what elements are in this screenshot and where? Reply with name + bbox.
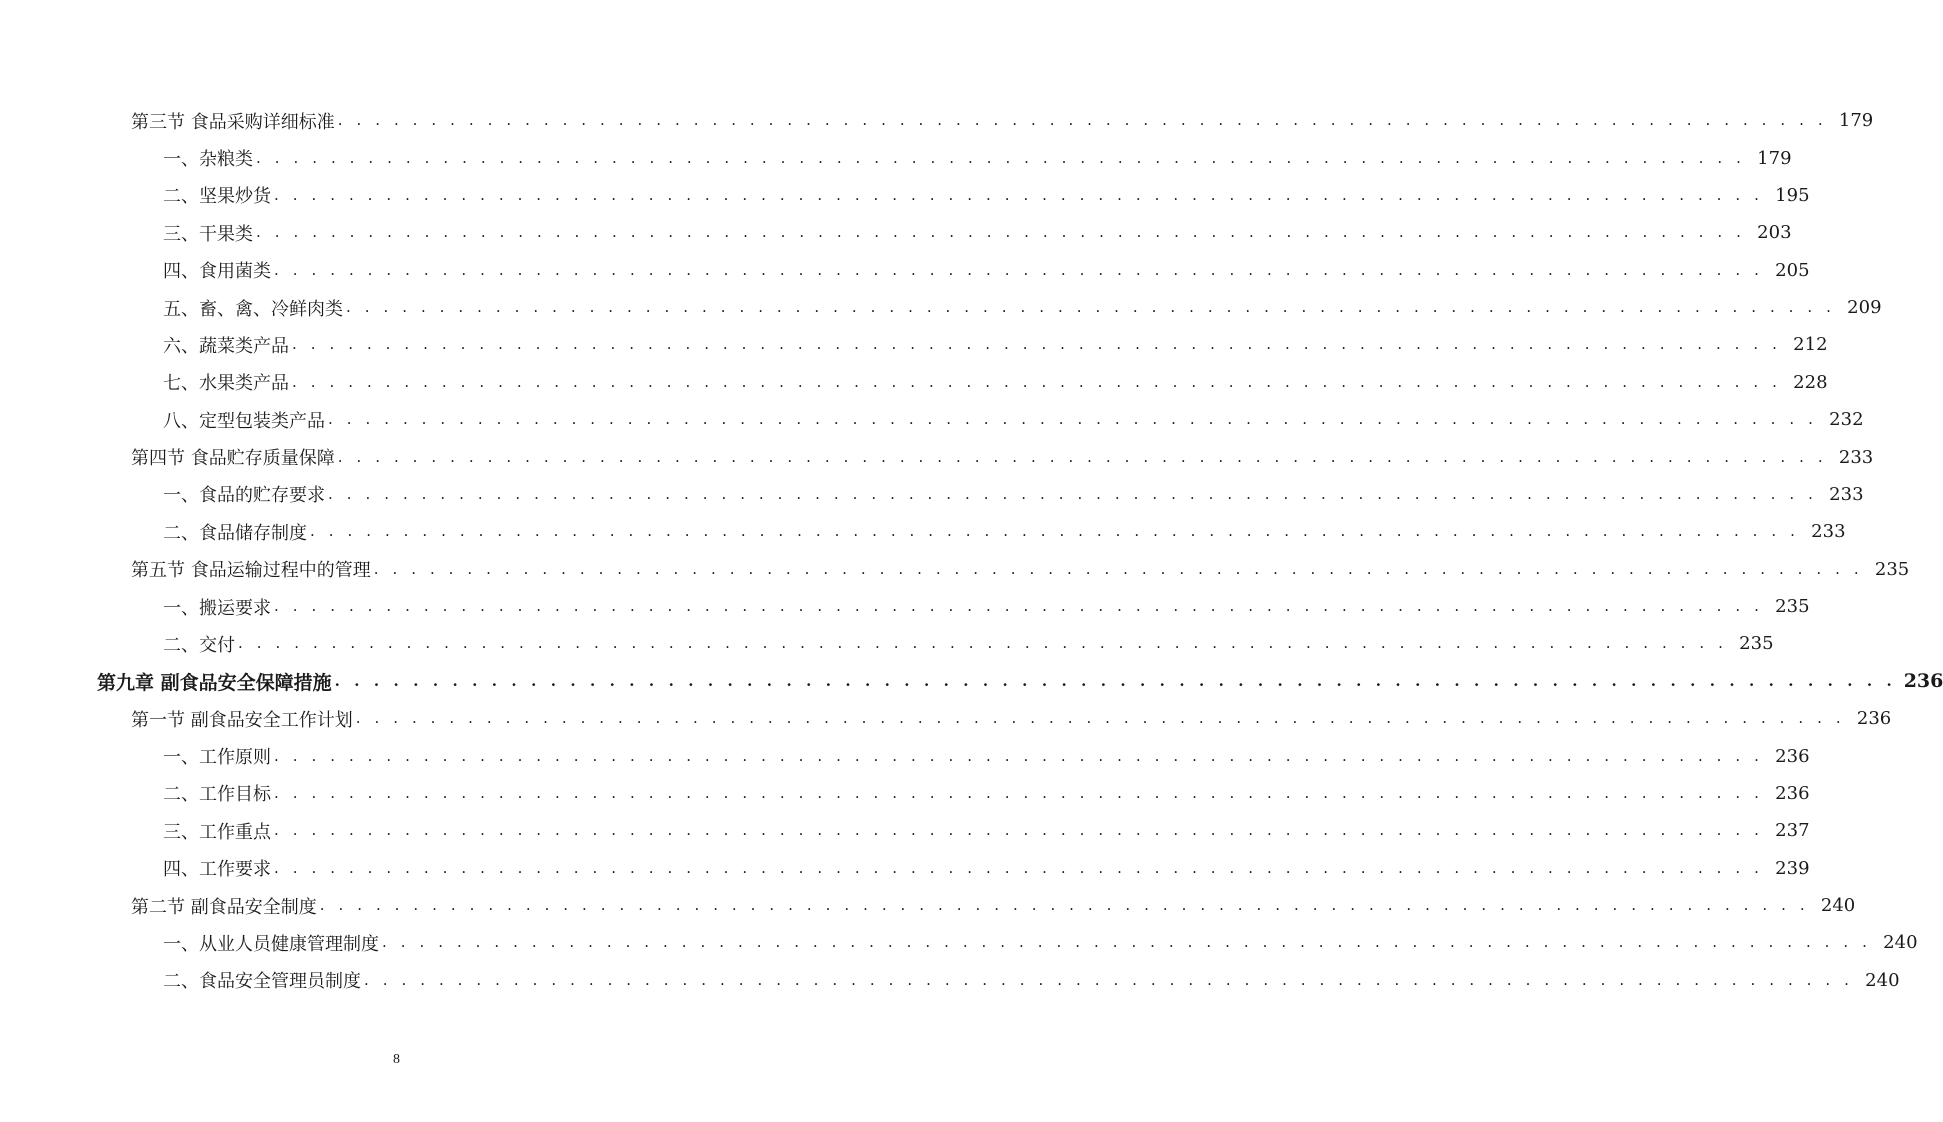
toc-dot-leader: . . . . . . . . . . . . . . . . . . . . . . . . . . . . . . . . . . . . . . . . . . . . . . . . . . . . . . . . . . . . . . . . . . . . . . . . . . . . . . . .: [274, 597, 1764, 616]
toc-entry-title: 六、蔬菜类产品: [163, 335, 289, 357]
toc-entry-page: 236: [1856, 708, 1892, 730]
toc-subsection-entry[interactable]: [0, 775, 1810, 812]
toc-dot-leader: . . . . . . . . . . . . . . . . . . . . . . . . . . . . . . . . . . . . . . . . . . . . . . . . . . . . . . . . . . . . . . . . . . . . . . . . . . . . . . . .: [328, 484, 1818, 503]
toc-entry-title: 三、干果类: [163, 223, 253, 245]
toc-entry-page: 228: [1793, 371, 1828, 393]
toc-subsection-entry[interactable]: [0, 326, 1828, 363]
toc-dot-leader: . . . . . . . . . . . . . . . . . . . . . . . . . . . . . . . . . . . . . . . . . . . . . . . . . . . . . . . . . . . . . . . . . . . . . . . . . . . . . . . .: [274, 185, 1764, 204]
toc-entry-page: 179: [1838, 110, 1874, 132]
toc-subsection-entry[interactable]: [0, 737, 1810, 774]
toc-subsection-entry[interactable]: [0, 177, 1810, 214]
toc-subsection-entry[interactable]: [0, 401, 1864, 438]
toc-entry-title: 一、杂粮类: [163, 149, 253, 171]
toc-dot-leader: . . . . . . . . . . . . . . . . . . . . . . . . . . . . . . . . . . . . . . . . . . . . . . . . . . . . . . . . . . . . . . . . . . . . . . . . . . . . . . . .: [355, 709, 1846, 728]
toc-entry-title: 二、坚果炒货: [163, 186, 271, 208]
toc-section-entry[interactable]: [0, 887, 1856, 924]
toc-entry-page: 240: [1865, 969, 1900, 991]
toc-entry-page: 195: [1775, 184, 1810, 206]
toc-entry-title: 第三节 食品采购详细标准: [131, 111, 335, 133]
toc-entry-page: 236: [1775, 782, 1810, 804]
toc-entry-title: 第四节 食品贮存质量保障: [131, 448, 335, 470]
toc-entry-page: 179: [1757, 147, 1792, 169]
toc-entry-title: 三、工作重点: [163, 821, 271, 843]
toc-entry-title: 四、食用菌类: [163, 261, 271, 283]
toc-entry-title: 二、工作目标: [163, 784, 271, 806]
toc-dot-leader: . . . . . . . . . . . . . . . . . . . . . . . . . . . . . . . . . . . . . . . . . . . . . . . . . . . . . . . . . . . . . . . . . . . . . . . . . . . . . . . .: [256, 223, 1746, 242]
toc-dot-leader: . . . . . . . . . . . . . . . . . . . . . . . . . . . . . . . . . . . . . . . . . . . . . . . . . . . . . . . . . . . . . . . . . . . . . . . . . . . . . . . .: [292, 372, 1782, 391]
toc-entry-title: 第二节 副食品安全制度: [131, 896, 317, 918]
toc-dot-leader: . . . . . . . . . . . . . . . . . . . . . . . . . . . . . . . . . . . . . . . . . . . . . . . . . . . . . . . . . . . . . . . . . . . . . . . . . . . . . . . .: [274, 783, 1764, 802]
toc-subsection-entry[interactable]: [0, 139, 1792, 176]
toc-entry-page: 240: [1883, 932, 1918, 954]
page-number: 8: [393, 1052, 400, 1067]
toc-subsection-entry[interactable]: [0, 812, 1810, 849]
toc-dot-leader: . . . . . . . . . . . . . . . . . . . . . . . . . . . . . . . . . . . . . . . . . . . . . . . . . . . . . . . . . . . . . . . . . . . . . . . . . . . . . . . .: [346, 298, 1836, 317]
toc-entry-title: 一、食品的贮存要求: [163, 485, 325, 507]
toc-entry-page: 212: [1793, 334, 1828, 356]
toc-entry-page: 239: [1775, 857, 1810, 879]
toc-entry-page: 240: [1820, 895, 1856, 917]
toc-dot-leader: . . . . . . . . . . . . . . . . . . . . . . . . . . . . . . . . . . . . . . . . . . . . . . . . . . . . . . . . . . . . . . . . . . . . . . . . . . . . . . . .: [292, 335, 1782, 354]
toc-entry-page: 233: [1838, 446, 1874, 468]
toc-section-entry[interactable]: [0, 700, 1892, 737]
toc-dot-leader: . . . . . . . . . . . . . . . . . . . . . . . . . . . . . . . . . . . . . . . . . . . . . . . . . . . . . . . . . . . . . . . . . . . . . . . . . . . . . . . .: [334, 671, 1897, 690]
toc-entry-title: 二、食品储存制度: [163, 522, 307, 544]
toc-subsection-entry[interactable]: [0, 625, 1774, 662]
toc-entry-page: 236: [1775, 745, 1810, 767]
toc-dot-leader: . . . . . . . . . . . . . . . . . . . . . . . . . . . . . . . . . . . . . . . . . . . . . . . . . . . . . . . . . . . . . . . . . . . . . . . . . . . . . . . .: [238, 634, 1728, 653]
toc-entry-title: 一、从业人员健康管理制度: [163, 933, 379, 955]
toc-dot-leader: . . . . . . . . . . . . . . . . . . . . . . . . . . . . . . . . . . . . . . . . . . . . . . . . . . . . . . . . . . . . . . . . . . . . . . . . . . . . . . . .: [337, 447, 1828, 466]
toc-dot-leader: . . . . . . . . . . . . . . . . . . . . . . . . . . . . . . . . . . . . . . . . . . . . . . . . . . . . . . . . . . . . . . . . . . . . . . . . . . . . . . . .: [319, 896, 1810, 915]
toc-subsection-entry[interactable]: [0, 924, 1918, 961]
toc-entry-title: 二、交付: [163, 634, 235, 656]
toc-subsection-entry[interactable]: [0, 513, 1846, 550]
toc-dot-leader: . . . . . . . . . . . . . . . . . . . . . . . . . . . . . . . . . . . . . . . . . . . . . . . . . . . . . . . . . . . . . . . . . . . . . . . . . . . . . . . .: [337, 111, 1828, 130]
toc-dot-leader: . . . . . . . . . . . . . . . . . . . . . . . . . . . . . . . . . . . . . . . . . . . . . . . . . . . . . . . . . . . . . . . . . . . . . . . . . . . . . . . .: [274, 821, 1764, 840]
toc-entry-page: 237: [1775, 820, 1810, 842]
table-of-contents: [0, 102, 1943, 999]
toc-subsection-entry[interactable]: [0, 850, 1810, 887]
toc-dot-leader: . . . . . . . . . . . . . . . . . . . . . . . . . . . . . . . . . . . . . . . . . . . . . . . . . . . . . . . . . . . . . . . . . . . . . . . . . . . . . . . .: [328, 410, 1818, 429]
toc-subsection-entry[interactable]: [0, 252, 1810, 289]
toc-entry-title: 四、工作要求: [163, 859, 271, 881]
toc-dot-leader: . . . . . . . . . . . . . . . . . . . . . . . . . . . . . . . . . . . . . . . . . . . . . . . . . . . . . . . . . . . . . . . . . . . . . . . . . . . . . . . .: [256, 148, 1746, 167]
toc-entry-title: 第一节 副食品安全工作计划: [131, 709, 353, 731]
toc-entry-page: 233: [1811, 521, 1846, 543]
toc-entry-page: 233: [1829, 483, 1864, 505]
toc-dot-leader: . . . . . . . . . . . . . . . . . . . . . . . . . . . . . . . . . . . . . . . . . . . . . . . . . . . . . . . . . . . . . . . . . . . . . . . . . . . . . . . .: [373, 559, 1864, 578]
toc-entry-page: 205: [1775, 259, 1810, 281]
toc-dot-leader: . . . . . . . . . . . . . . . . . . . . . . . . . . . . . . . . . . . . . . . . . . . . . . . . . . . . . . . . . . . . . . . . . . . . . . . . . . . . . . . .: [310, 522, 1800, 541]
toc-dot-leader: . . . . . . . . . . . . . . . . . . . . . . . . . . . . . . . . . . . . . . . . . . . . . . . . . . . . . . . . . . . . . . . . . . . . . . . . . . . . . . . .: [274, 260, 1764, 279]
toc-subsection-entry[interactable]: [0, 214, 1792, 251]
toc-entry-title: 一、搬运要求: [163, 597, 271, 619]
toc-entry-page: 235: [1874, 558, 1910, 580]
toc-entry-page: 203: [1757, 222, 1792, 244]
toc-dot-leader: . . . . . . . . . . . . . . . . . . . . . . . . . . . . . . . . . . . . . . . . . . . . . . . . . . . . . . . . . . . . . . . . . . . . . . . . . . . . . . . .: [274, 746, 1764, 765]
toc-entry-page: 209: [1847, 297, 1882, 319]
toc-entry-title: 八、定型包装类产品: [163, 410, 325, 432]
toc-dot-leader: . . . . . . . . . . . . . . . . . . . . . . . . . . . . . . . . . . . . . . . . . . . . . . . . . . . . . . . . . . . . . . . . . . . . . . . . . . . . . . . .: [382, 933, 1872, 952]
toc-entry-title: 一、工作原则: [163, 747, 271, 769]
toc-subsection-entry[interactable]: [0, 476, 1864, 513]
toc-entry-page: 236: [1903, 670, 1943, 693]
toc-subsection-entry[interactable]: [0, 588, 1810, 625]
toc-entry-title: 第九章 副食品安全保障措施: [97, 671, 332, 694]
toc-entry-title: 五、畜、禽、冷鲜肉类: [163, 298, 343, 320]
toc-chapter-entry[interactable]: [0, 663, 1943, 700]
toc-subsection-entry[interactable]: [0, 962, 1900, 999]
toc-section-entry[interactable]: [0, 551, 1910, 588]
toc-dot-leader: . . . . . . . . . . . . . . . . . . . . . . . . . . . . . . . . . . . . . . . . . . . . . . . . . . . . . . . . . . . . . . . . . . . . . . . . . . . . . . . .: [274, 858, 1764, 877]
toc-entry-page: 232: [1829, 409, 1864, 431]
toc-entry-page: 235: [1739, 633, 1774, 655]
toc-subsection-entry[interactable]: [0, 289, 1882, 326]
toc-entry-title: 七、水果类产品: [163, 373, 289, 395]
toc-subsection-entry[interactable]: [0, 364, 1828, 401]
toc-entry-title: 二、食品安全管理员制度: [163, 971, 361, 993]
toc-entry-page: 235: [1775, 596, 1810, 618]
toc-section-entry[interactable]: [0, 438, 1874, 475]
toc-section-entry[interactable]: [0, 102, 1874, 139]
toc-entry-title: 第五节 食品运输过程中的管理: [131, 560, 371, 582]
toc-dot-leader: . . . . . . . . . . . . . . . . . . . . . . . . . . . . . . . . . . . . . . . . . . . . . . . . . . . . . . . . . . . . . . . . . . . . . . . . . . . . . . . .: [364, 970, 1854, 989]
